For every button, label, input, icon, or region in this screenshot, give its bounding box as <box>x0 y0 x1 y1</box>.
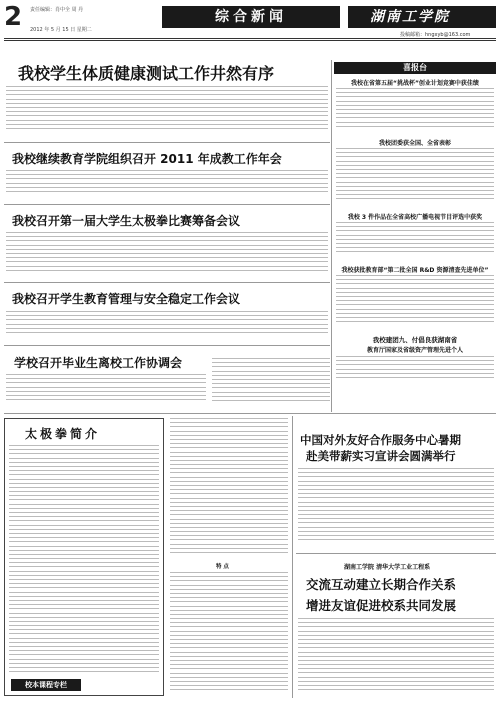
sidebar-tab: 喜报台 <box>334 62 496 74</box>
headline-graduate-leaving: 学校召开毕业生离校工作协调会 <box>14 356 183 370</box>
subhead-features: 特 点 <box>216 564 229 570</box>
editor-line: 责任编辑：肖中全 周 丹 <box>30 7 84 13</box>
page-number: 2 <box>4 2 23 32</box>
divider <box>4 204 330 205</box>
headline-internship-talk-line2: 赴美带薪实习宣讲会圆满举行 <box>306 449 456 463</box>
sidebar-headline: 我校 3 件作品在全省高校广播电视节目评选中获奖 <box>347 214 483 221</box>
headline-cooperation: 交流互动建立长期合作关系 <box>306 577 457 592</box>
divider <box>4 413 496 414</box>
column-tag: 校本课程专栏 <box>11 679 81 691</box>
box-title: 太极拳简介 <box>25 427 101 441</box>
article-body <box>6 374 206 410</box>
notice-subtitle: 教育厅国家及省级资产管理先进个人 <box>366 347 463 354</box>
masthead-rule-thin <box>4 40 496 41</box>
masthead-rule <box>4 38 496 39</box>
article-body <box>212 358 330 410</box>
article-body <box>6 86 328 138</box>
sidebar-body <box>336 222 494 262</box>
divider <box>296 553 496 554</box>
section-title: 综合新闻 <box>162 6 340 28</box>
news-sidebar <box>334 62 496 388</box>
sidebar-body <box>336 275 494 331</box>
article-body <box>298 468 494 548</box>
article-body <box>298 618 494 696</box>
divider <box>4 282 330 283</box>
column-divider <box>331 60 332 412</box>
headline-internship-talk: 中国对外友好合作服务中心暑期 <box>300 433 461 447</box>
kicker-tsinghua: 湖南工学院 清华大学工业工程系 <box>344 564 431 571</box>
divider <box>4 142 330 143</box>
headline-adult-education: 我校继续教育学院组织召开 2011 年成教工作年会 <box>12 152 282 166</box>
sidebar-body <box>336 148 494 208</box>
article-body <box>6 170 328 200</box>
article-body <box>6 311 328 341</box>
sidebar-headline: 我校在省第五届“挑战杯”创业计划竞赛中获佳绩 <box>351 80 479 87</box>
divider <box>4 345 330 346</box>
sidebar-body <box>336 88 494 134</box>
column-divider <box>292 416 293 698</box>
notice-title: 我校建团九、付倡良获湖南省 <box>372 336 458 344</box>
sidebar-body <box>336 356 494 386</box>
article-body <box>6 232 328 278</box>
taichi-intro-box <box>4 418 164 696</box>
sidebar-headline: 我校获批教育部“第二批全国 R&D 资源清查先进单位” <box>341 267 489 274</box>
paper-logo: 湖南工学院 <box>370 9 450 25</box>
box-body <box>9 445 159 675</box>
headline-fitness-test: 我校学生体质健康测试工作井然有序 <box>18 64 275 83</box>
headline-safety-meeting: 我校召开学生教育管理与安全稳定工作会议 <box>12 292 241 306</box>
box-continued-body <box>170 418 288 558</box>
email-line: 投稿邮箱：hngxyb@163.com <box>400 32 471 38</box>
headline-cooperation-line2: 增进友谊促进校系共同发展 <box>306 598 457 613</box>
headline-taichi-meeting: 我校召开第一届大学生太极拳比赛筹备会议 <box>12 214 241 228</box>
date-line: 2012 年 5 月 15 日 星期二 <box>30 27 92 33</box>
sidebar-headline: 我校团委获全国、全省表彰 <box>378 140 451 147</box>
box-continued-body <box>170 572 288 696</box>
masthead <box>0 0 500 40</box>
